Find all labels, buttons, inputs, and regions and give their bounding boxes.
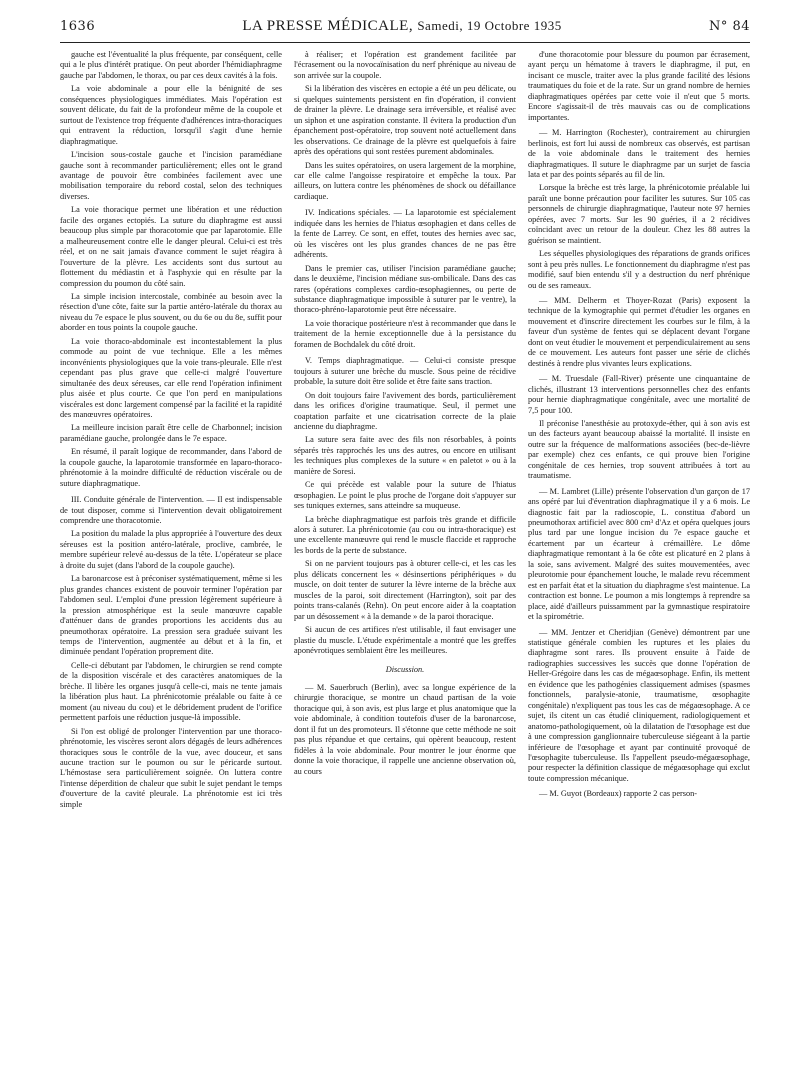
column-2 [294,50,516,1075]
paragraph: Dans le premier cas, utiliser l'incision paramédiane gauche; dans le deuxième, l'incision médiane sus-ombilicale. Dans des cas rares (opérations complexes cardio-œsophagiennes, ou perte de substance diaphragmatique impossible à suturer par le ventre), la thoraco-phréno-laparotomie peut être nécessaire. [294,263,516,315]
discussion-heading: Discussion. [385,665,425,675]
paragraph: La brèche diaphragmatique est parfois très grande et difficile alors à suturer. La phrénicotomie (au cou ou intra-thoracique) est une excellente manœuvre qui rend le muscle flaccide et rapproche les bords de la perte de substance. [294,514,516,555]
paragraph: Si on ne parvient toujours pas à obturer celle-ci, et les cas les plus délicats concernent les « désinsertions périphériques » du muscle, on doit tenter de suturer la lèvre interne de la brèche aux muscles de la paroi, soit directement (Harrington), soit par des points trans-calanés (Rehn). On peut encore aider à la coaptation par un désossement « à la demande » de la paroi thoracique. [294,559,516,621]
paragraph: Si la libération des viscères en ectopie a été un peu délicate, ou si quelques suintements persistent en fin d'opération, il convient de drainer la plèvre. Le drainage sera irréversible, et réalisé avec un siphon et une aspiration constante. Il évitera la production d'un épanchement post-opératoire, trop souvent noté actuellement dans les observations. Ce drainage de la plèvre est quelquefois à faire après des opérations qui sont restées purement abdominales. [294,84,516,157]
paragraph: La voie thoracique postérieure n'est à recommander que dans le traitement de la hernie exceptionnelle due à la persistance du foramen de Bochdalek du côté droit. [294,318,516,349]
speaker-paragraph: — MM. Jentzer et Cheridjian (Genève) démontrent par une statistique générale combien les ruptures et les plaies du diaphragme sont rares. Ils prouvent ensuite à l'aide de radiographies successives les succès que donne l'opération de Heller-Grégoire dans les cas de mégaœsophage. Enfin, ils mettent en évidence que les pathogénies classiquement admises (spasmes fonctionnels, paralysie-atonie, traumatisme, œsophagite congénitale) n'expliquent pas tous les cas de mégaœsophage. A ce sujet, ils citent un cas étudié cliniquement, radiologiquement et anatomo-pathologiquement, où la dilatation de l'œsophage est due à une compression ganglionnaire tuberculeuse siégeant à la partie inférieure de l'œsophage et ayant par continuité provoqué de l'œsophagite tuberculeuse. Ils l'appellent pseudo-mégaœsophage, pour respecter la définition classique de mégaœsophage qui exclut toute compression mécanique. [528,627,750,783]
paragraph: d'une thoracotomie pour blessure du poumon par écrasement, ayant perçu un hématome à travers le diaphragme, il put, en incisant ce muscle, traiter avec la plus grande facilité des lésions traumatiques du foie et de la rate. Sur un grand nombre de hernies diaphragmatiques opérées par cette voie il n'eut que 5 morts. Encore s'agissait-il de très mauvais cas ou de complications importantes. [528,50,750,122]
paragraph: On doit toujours faire l'avivement des bords, particulièrement dans les orifices d'origine traumatique. Seul, il permet une coaptation parfaite et une cicatrisation correcte de la plaie ancienne du diaphragme. [294,390,516,431]
paragraph: — M. Sauerbruch (Berlin), avec sa longue expérience de la chirurgie thoracique, se montre un chaud partisan de la voie thoracique qui, à son avis, est plus large et plus anatomique que la voie abdominale, à condition toutefois d'user de la baronarcose, dont il fut un des promoteurs. Il s'étonne que cette méthode ne soit pas plus répandue et que certains, qui opèrent beaucoup, restent fidèles à la voie abdominale. Pour montrer le jour énorme que donne la voie thoracique, il rappelle une ancienne observation où, au cours [294,682,516,776]
paragraph: La voie thoracique permet une libération et une réduction facile des organes ectopiés. La suture du diaphragme est aussi beaucoup plus simple par thoracotomie que par laparotomie. Elle a malheureusement contre elle le danger pleural. Celui-ci est très réel, et on ne sait jamais d'avance comment le sujet réagira à l'ouverture de la plèvre. Les accidents sont dus surtout au flottement du médiastin et à l'asphyxie qui en résulte par la compression du poumon du côté sain. [60,205,282,288]
paragraph: La position du malade la plus appropriée à l'ouverture des deux séreuses est la position antéro-latérale, proclive, cambrée, le membre supérieur relevé au-dessus de la tête. L'opérateur se place à droite du sujet (dans l'abord de la coupole gauche). [60,529,282,570]
column-1 [60,50,282,1075]
speaker-paragraph: — M. Harrington (Rochester), contrairement au chirurgien berlinois, est fort lui aussi de nombreux cas observés, est partisan de la voie abdominale dans le traitement des hernies diaphragmatiques. Il suture le diaphragme par un surjet de fascia lata et par des points séparés au fil de lin. [528,128,750,179]
speaker-paragraph: — M. Lambret (Lille) présente l'observation d'un garçon de 17 ans opéré par lui d'éventration diaphragmatique il y a 6 mois. Le diagnostic fait par la radioscopie, L. constitua d'abord un pneumothorax artificiel avec 800 cm³ d'Az et opéra quelques jours plus tard par une longue incision du 7e espace gauche et écartement par un écarteur à crémaillère. Le dôme diaphragmatique remontant à la 6e côte est plicaturé en 2 plans à la soie, sans avivement. Malgré des suites mouvementées, avec pleurotomie pour épanchement louche, le malade revu récemment est en parfait état et la situation du diaphragme s'est maintenue. La contraction est bonne. Le poumon a mis longtemps à reprendre sa place, aidé d'ailleurs puissamment par la gymnastique respiratoire et la spirométrie. [528,486,750,622]
paragraph: gauche est l'éventualité la plus fréquente, par conséquent, celle qui a le plus d'intérêt pratique. On peut aborder l'hémidiaphragme gauche par l'abdomen, le thorax, ou par ces deux cavités à la fois. [60,50,282,80]
journal-title-line [95,18,709,35]
paragraph: La suture sera faite avec des fils non résorbables, à points séparés très rapprochés les uns des autres, ou encore en utilisant les techniques plus complexes de la suture « en paletot » ou à la manière de Soresi. [294,435,516,476]
paragraph: En résumé, il paraît logique de recommander, dans l'abord de la coupole gauche, la laparotomie transformée en laparo-thoraco-phrénotomie à la moindre difficulté de réduction viscérale ou de suture diaphragmatique. [60,447,282,488]
paragraph: Celle-ci débutant par l'abdomen, le chirurgien se rend compte de la disposition viscérale et des caractères anatomiques de la brèche. Il libère les organes jusqu'à celle-ci, mais ne tente jamais la libération plus haut. La phrénicotomie préalable ou faite à ce moment (au niveau du cou) et le débridement prudent de l'orifice permettent parfois une réduction jusque-là impossible. [60,660,282,723]
paragraph: L'incision sous-costale gauche et l'incision paramédiane gauche sont à recommander particulièrement; elles ont le grand avantage de pouvoir être combinées facilement avec une mobilisation temporaire du rebord costal, selon des techniques diverses. [60,150,282,201]
section-heading-paragraph: III. Conduite générale de l'intervention. — Il est indispensable de tout disposer, comme si l'intervention devait obligatoirement comprendre une thoracotomie. [60,495,282,526]
paragraph: Si l'on est obligé de prolonger l'intervention par une thoraco-phrénotomie, les viscères seront alors dégagés de leurs adhérences thoraciques sous le contrôle de la vue, avec douceur, et sans aucune traction sur le poumon ou sur le péricarde surtout. L'hémostase sera particulièrement soignée. On luttera contre l'intense déperdition de chaleur que subit le sujet pendant le temps d'ouverture de la cavité pleurale. La phrénotomie est ici très simple [60,726,282,809]
section-heading-paragraph: V. Temps diaphragmatique. — Celui-ci consiste presque toujours à suturer une brèche du muscle. Sous peine de récidive probable, la suture doit être solide et être faite sans traction. [294,356,516,387]
column-3 [528,50,750,1075]
paragraph: Si aucun de ces artifices n'est utilisable, il faut envisager une plastie du muscle. L'étude expérimentale a montré que les greffes aponévrotiques semblaient être les meilleures. [294,625,516,656]
issue-number: N° 84 [708,19,750,34]
paragraph: Il préconise l'anesthésie au protoxyde-éther, qui à son avis est un des facteurs ayant beaucoup abaissé la mortalité. Il insiste en outre sur la fréquence de malformations associées (bec-de-lièvre par exemple) chez ces enfants, ce qui prouve bien l'origine congénitale de ces hernies, trop souvent attribuées à tort au traumatisme. [528,418,750,481]
page-header [60,18,750,43]
paragraph: La voie abdominale a pour elle la bénignité de ses conséquences physiologiques immédiates. Mais l'opération est souvent délicate, du fait de la profondeur même de la coupole et surtout de l'existence trop fréquente d'adhérences intra-thoraciques qui entravent la réduction, lorsqu'il s'agit d'une hernie diaphragmatique. [60,84,282,146]
paragraph: Les séquelles physiologiques des réparations de grands orifices sont à peu près nulles. Le fonctionnement du diaphragme n'est pas modifié, sauf bien entendu s'il y a destruction du nerf phrénique ou de ses rameaux. [528,249,750,290]
journal-name: LA PRESSE MÉDICALE, [242,18,414,34]
section-heading-paragraph: IV. Indications spéciales. — La laparotomie est spécialement indiquée dans les hernies de l'hiatus œsophagien et dans celles de la fente de Larrey. Ce sont, en effet, toutes des hernies avec sac, où les viscères ont les plus grandes chances de ne pas être adhérents. [294,208,516,260]
paragraph: La meilleure incision paraît être celle de Charbonnel; incision paramédiane gauche, prolongée dans le 7e espace. [60,423,282,443]
paragraph: Dans les suites opératoires, on usera largement de la morphine, car elle calme l'angoisse respiratoire et empêche la toux. Par ailleurs, on luttera contre les phénomènes de shock ou défaillance cardiaque. [294,160,516,201]
speaker-paragraph: — M. Guyot (Bordeaux) rapporte 2 cas person- [539,789,698,799]
article-columns [60,50,750,1075]
speaker-paragraph: — M. Truesdale (Fall-River) présente une cinquantaine de clichés, illustrant 13 interventions personnelles chez des enfants pour hernie diaphragmatique congénitale, avec une mortalité de 7,5 pour 100. [528,374,750,415]
speaker-paragraph: — MM. Delherm et Thoyer-Rozat (Paris) exposent la technique de la kymographie qui permet d'étudier les organes en mouvement et d'inscrire directement les courbes sur le film, à la faveur d'un système de fentes qui se déplacent devant l'organe dont on veut étudier le mouvement et perpendiculairement au sens de ce mouvement. Les auteurs font passer une série de clichés destinés à rendre plus vivantes leurs explications. [528,295,750,368]
issue-date: Samedi, 19 Octobre 1935 [417,18,562,33]
page-number: 1636 [60,19,96,34]
paragraph: La baronarcose est à préconiser systématiquement, même si les plus grandes chances existent de pouvoir terminer l'opération par l'abdomen seul. L'emploi d'une pression légèrement supérieure à la pression atmosphérique est la seule manœuvre capable d'atténuer dans de grandes proportions les accidents dus au pneumothorax opératoire. La pression sera graduée suivant les temps de l'intervention, augmentée au début et à la fin, et diminuée pendant l'opération proprement dite. [60,574,282,657]
paragraph: La simple incision intercostale, combinée au besoin avec la résection d'une côte, faite sur la partie antéro-latérale du thorax au niveau du 7e espace le plus souvent, ou du 6e ou du 8e, suffit pour aborder en tous points la coupole gauche. [60,291,282,333]
paragraph: Lorsque la brèche est très large, la phrénicotomie préalable lui paraît une bonne précaution pour faciliter les sutures. Sur 105 cas personnels de chirurgie diaphragmatique, l'auteur note 97 hernies opérées, avec 7 morts. Sur les 90 guéries, il a 2 récidives coïncidant avec un retour de la douleur. Chez les 88 autres la guérison se maintient. [528,183,750,245]
paragraph: La voie thoraco-abdominale est incontestablement la plus commode au point de vue technique. Elle a les mêmes inconvénients physiologiques que la voie trans-pleurale. Elle n'est cependant pas plus grave que celle-ci malgré l'ouverture simultanée des deux séreuses, car elle rend l'opération infiniment plus aisée et plus courte. Ce que l'on perd en manipulations viscérales est donc largement compensé par la facilité et la rapidité des manœuvres opératoires. [60,336,282,419]
paragraph: à réaliser; et l'opération est grandement facilitée par l'écrasement ou la novocaïnisation du nerf phrénique au niveau de son arrivée sur la coupole. [294,50,516,80]
paragraph: Ce qui précède est valable pour la suture de l'hiatus œsophagien. Le point le plus proche de l'organe doit s'appuyer sur ses tuniques externes, sans atteindre sa muqueuse. [294,480,516,511]
